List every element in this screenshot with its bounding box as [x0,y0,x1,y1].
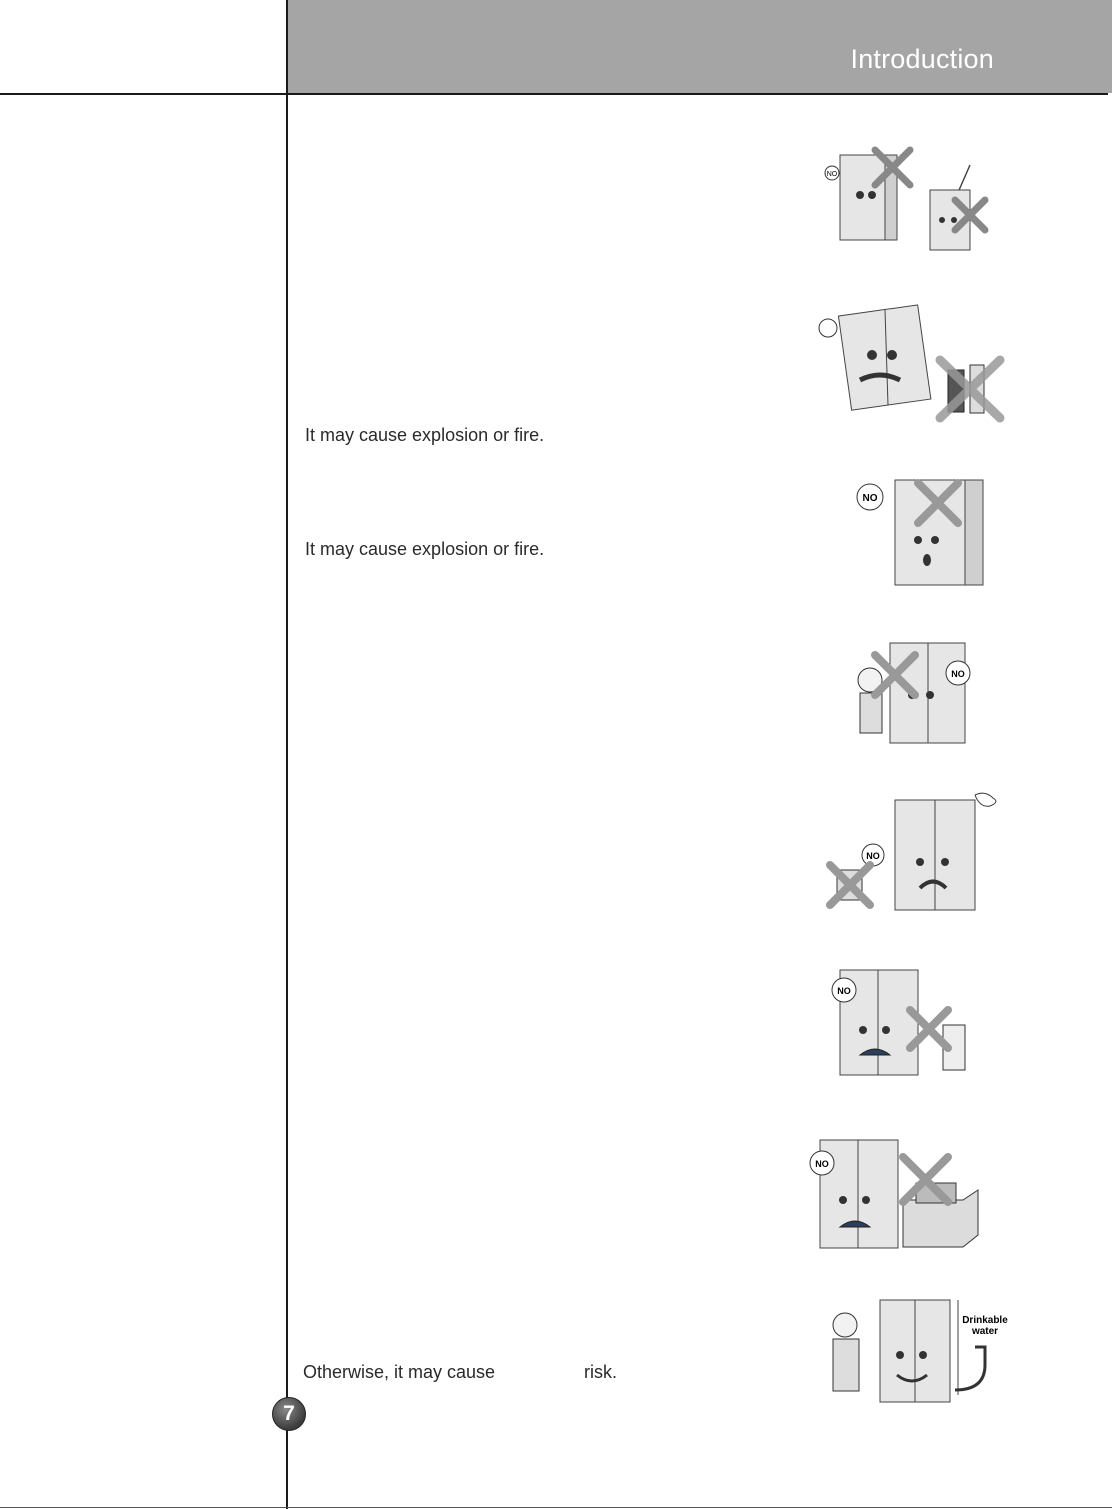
margin-divider [286,0,288,1509]
chemicals-illustration [825,790,1005,915]
water-sign-line-2: water [971,1326,999,1337]
warning-text-flammables: It may cause explosion or fire. [305,425,545,445]
no-badge-label: NO [951,669,965,679]
warning-text-water-1: Otherwise, it may cause [303,1362,496,1382]
water-sign-line-1: Drinkable [962,1315,1008,1326]
no-badge-label: NO [862,493,878,504]
heater-illustration [798,1135,983,1253]
footer-divider [0,1507,1112,1508]
gas-leak-illustration [840,475,990,590]
flammables-illustration [800,300,1010,425]
header-band [287,0,1112,93]
no-badge-label: NO [815,1159,829,1169]
children-illustration [850,635,975,747]
section-title: Introduction [850,44,994,74]
climb-door-illustration [820,145,1000,255]
no-badge-label: NO [837,986,851,996]
spray-illustration [818,965,983,1080]
warning-text-water-2: risk. [584,1362,617,1382]
page-number-badge: 7 [272,1397,306,1431]
header-divider [0,93,1108,95]
no-badge-label: NO [826,171,838,178]
warning-text-gas-leak: It may cause explosion or fire. [305,539,545,559]
drinkable-water-illustration [825,1295,1020,1407]
no-badge-label: NO [866,851,880,861]
